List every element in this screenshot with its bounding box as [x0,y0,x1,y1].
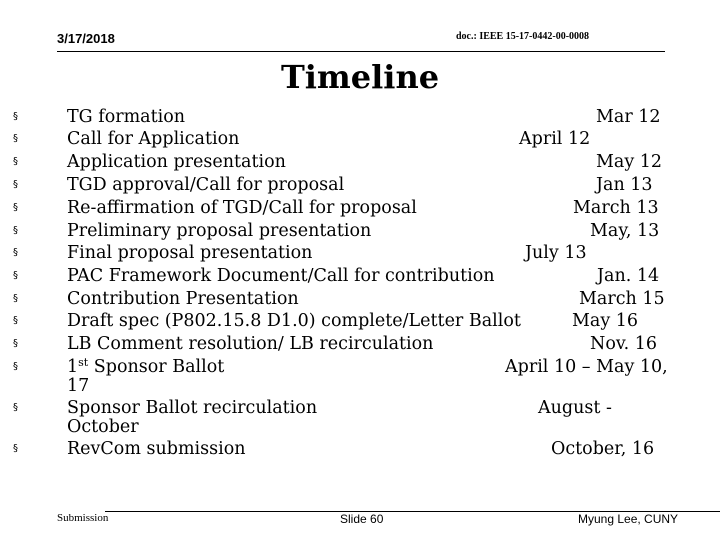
item-label: Draft spec (P802.15.8 D1.0) complete/Letter Ballot [67,311,521,331]
item-label: RevCom submission [67,439,246,459]
item-label: TG formation [67,107,186,127]
item-date-continued: 17 [67,376,90,396]
item-label-number: 1 [67,357,79,377]
bullet-icon: § [13,443,18,454]
bullet-icon: § [13,225,18,236]
item-date: May 12 [596,152,663,172]
bullet-icon: § [13,270,18,281]
bullet-icon: § [13,338,18,349]
slide-title: Timeline [280,58,440,96]
item-date: April 12 [519,129,591,149]
bullet-icon: § [13,133,18,144]
item-label: TGD approval/Call for proposal [67,175,345,195]
bullet-icon: § [13,111,18,122]
bullet-icon: § [13,361,18,372]
item-date: Jan 13 [596,175,653,195]
footer-slide-number: Slide 60 [340,512,384,526]
item-date: April 10 – May 10, [505,357,668,377]
bullet-icon: § [13,402,18,413]
item-label: Contribution Presentation [67,289,299,309]
item-label: Sponsor Ballot recirculation [67,398,318,418]
item-label: LB Comment resolution/ LB recirculation [67,334,434,354]
item-label-ordinal: st [78,356,89,369]
bullet-icon: § [13,202,18,213]
bullet-icon: § [13,293,18,304]
item-date: May, 13 [590,221,660,241]
item-date: March 13 [573,198,659,218]
item-label: Application presentation [67,152,286,172]
item-date: July 13 [525,243,587,263]
item-date: August - [538,398,612,418]
item-label [67,358,224,376]
bullet-icon: § [13,315,18,326]
footer-submission: Submission [57,512,109,524]
item-date-continued: October [67,417,139,437]
item-label: Preliminary proposal presentation [67,221,372,241]
item-date: Mar 12 [596,107,661,127]
item-date: March 15 [579,289,665,309]
bullet-icon: § [13,179,18,190]
item-date: Nov. 16 [590,334,658,354]
header-date: 3/17/2018 [57,31,115,46]
item-label: Final proposal presentation [67,243,313,263]
item-date: October, 16 [551,439,655,459]
item-label: Re-affirmation of TGD/Call for proposal [67,198,417,218]
item-label-text: Sponsor Ballot [88,357,225,377]
bullet-icon: § [13,156,18,167]
item-label: PAC Framework Document/Call for contribution [67,266,495,286]
item-date: May 16 [572,311,639,331]
footer-author: Myung Lee, CUNY [578,512,679,526]
item-label: Call for Application [67,129,240,149]
header-doc-id: doc.: IEEE 15-17-0442-00-0008 [456,31,590,42]
item-date: Jan. 14 [597,266,660,286]
bullet-icon: § [13,247,18,258]
